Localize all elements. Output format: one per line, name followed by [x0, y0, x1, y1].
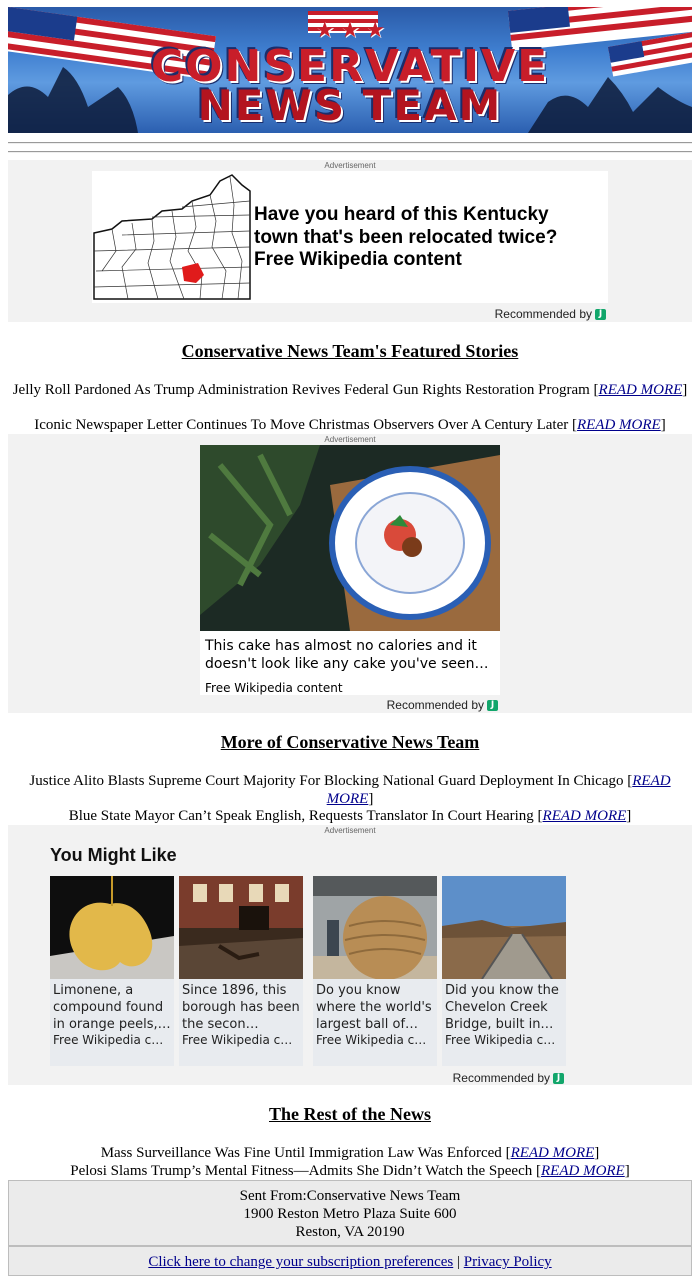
banner-title-line1: CONSERVATIVE: [150, 41, 550, 92]
address-line-1: 1900 Reston Metro Plaza Suite 600: [243, 1206, 457, 1222]
ad-block-3: [8, 825, 692, 1085]
read-more-link[interactable]: READ MORE: [542, 808, 627, 824]
recommended-by[interactable]: [453, 1071, 564, 1085]
kentucky-map-image: [92, 171, 252, 303]
ad-label: Advertisement: [324, 161, 376, 170]
sent-from: Sent From:Conservative News Team: [239, 1188, 461, 1204]
read-more-link[interactable]: READ MORE: [541, 1163, 625, 1179]
recommendation-card[interactable]: [179, 876, 303, 1066]
recommendation-card[interactable]: [313, 876, 437, 1066]
recommended-by[interactable]: [495, 307, 606, 321]
read-more-link[interactable]: READ MORE: [326, 773, 671, 807]
card-source: Free Wikipedia c…: [182, 1033, 293, 1047]
story-headline: Jelly Roll Pardoned As Trump Administration Revives Federal Gun Rights Restoration Program: [12, 382, 590, 398]
read-more-link[interactable]: READ MORE: [576, 417, 661, 433]
ad-source: Free Wikipedia content: [254, 249, 462, 270]
story-headline: Iconic Newspaper Letter Continues To Move Christmas Observers Over A Century Later: [34, 417, 569, 433]
story-item: Jelly Roll Pardoned As Trump Administration Revives Federal Gun Rights Restoration Program [READ MORE]: [12, 382, 688, 398]
story-headline: Pelosi Slams Trump’s Mental Fitness—Admits She Didn’t Watch the Speech: [70, 1163, 533, 1179]
card-text: Limonene, a compound found in orange peels,…: [53, 983, 171, 1032]
story-item: Mass Surveillance Was Fine Until Immigration Law Was Enforced [READ MORE]: [100, 1145, 600, 1161]
recommended-by[interactable]: [387, 698, 498, 712]
card-text: Do you know where the world's largest ball of…: [316, 983, 432, 1032]
divider: [8, 151, 692, 153]
story-headline: Mass Surveillance Was Fine Until Immigration Law Was Enforced: [100, 1145, 502, 1161]
recommendation-card[interactable]: [442, 876, 566, 1066]
ad-label: Advertisement: [324, 826, 376, 835]
ad-card[interactable]: [200, 445, 500, 695]
divider: [8, 142, 692, 144]
story-headline: Blue State Mayor Can’t Speak English, Requests Translator In Court Hearing: [68, 808, 534, 824]
limonene-image: [50, 876, 174, 979]
section-title-featured: Conservative News Team's Featured Stories: [181, 341, 519, 361]
recommended-label: Recommended by: [452, 1071, 550, 1085]
jubna-logo-icon: J: [595, 309, 606, 320]
banner-stars: ★ ★ ★: [314, 17, 386, 42]
ad-card[interactable]: [92, 171, 608, 303]
cake-plate-image: [200, 445, 500, 631]
story-item: Pelosi Slams Trump’s Mental Fitness—Admits She Didn’t Watch the Speech [READ MORE]: [70, 1163, 630, 1179]
twine-ball-image: [313, 876, 437, 979]
ad-headline: This cake has almost no calories and it doesn't look like any cake you've seen…: [205, 638, 489, 672]
card-text: Since 1896, this borough has been the secon…: [182, 983, 300, 1032]
link-separator: |: [456, 1254, 460, 1270]
privacy-policy-link[interactable]: Privacy Policy: [463, 1254, 552, 1270]
ad-block-1: [8, 160, 692, 322]
header-banner[interactable]: [8, 7, 692, 133]
card-source: Free Wikipedia c…: [445, 1033, 556, 1047]
story-headline: Justice Alito Blasts Supreme Court Majority For Blocking National Guard Deployment In Chicago: [29, 773, 624, 789]
card-source: Free Wikipedia c…: [53, 1033, 164, 1047]
ad-headline: Have you heard of this Kentucky town that's been relocated twice?: [254, 204, 558, 248]
borough-street-image: [179, 876, 303, 979]
bridge-image: [442, 876, 566, 979]
recommended-label: Recommended by: [494, 307, 592, 321]
story-item: Justice Alito Blasts Supreme Court Majority For Blocking National Guard Deployment In Chicago [READ MORE]: [29, 773, 671, 807]
card-text: Did you know the Chevelon Creek Bridge, built in…: [445, 983, 559, 1032]
footer-links: [8, 1246, 692, 1276]
jubna-logo-icon: J: [553, 1073, 564, 1084]
story-item: Blue State Mayor Can’t Speak English, Requests Translator In Court Hearing [READ MORE]: [68, 808, 632, 824]
jubna-logo-icon: J: [487, 700, 498, 711]
ad-label: Advertisement: [324, 435, 376, 444]
footer-address: [8, 1180, 692, 1246]
ad-block-2: [8, 434, 692, 713]
read-more-link[interactable]: READ MORE: [598, 382, 683, 398]
section-title-rest: The Rest of the News: [269, 1104, 431, 1124]
card-source: Free Wikipedia c…: [316, 1033, 427, 1047]
recommended-label: Recommended by: [386, 698, 484, 712]
section-title-more: More of Conservative News Team: [220, 732, 480, 752]
address-line-2: Reston, VA 20190: [295, 1224, 405, 1240]
ad-source: Free Wikipedia content: [205, 681, 343, 695]
widget-heading: You Might Like: [50, 845, 177, 865]
subscription-preferences-link[interactable]: Click here to change your subscription preferences: [148, 1254, 454, 1270]
recommendation-card[interactable]: [50, 876, 174, 1066]
read-more-link[interactable]: READ MORE: [510, 1145, 595, 1161]
story-item: Iconic Newspaper Letter Continues To Move Christmas Observers Over A Century Later [READ MORE]: [34, 417, 666, 433]
banner-title-line2: NEWS TEAM: [197, 81, 503, 130]
